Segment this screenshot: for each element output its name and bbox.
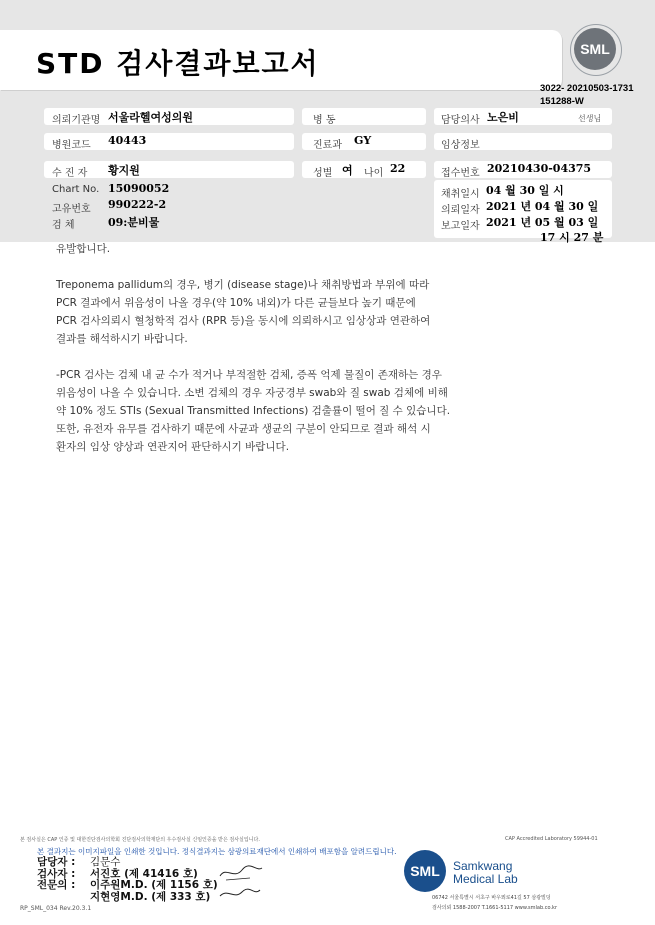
sml-logo: SML [574,28,616,70]
report-value: 2021 년 05 월 03 일 [486,216,599,229]
document-sub-id: 151288-W [540,96,584,107]
body-line: PCR 검사의뢰시 혈청학적 검사 (RPR 등)을 동시에 의뢰하시고 임상상과 연관하여 [56,315,431,327]
specialist-label: 전문의 : [37,879,76,891]
doctor-label: 담당의사 [441,115,480,126]
receipt-value: 20210430-04375 [487,162,592,175]
body-line: 환자의 임상 양상과 연관지어 판단하시기 바랍니다. [56,441,290,453]
age-label: 나이 [364,168,384,179]
ward-label: 병 동 [313,115,336,126]
report-body [56,240,536,456]
specimen-value: 09:분비물 [108,216,160,229]
request-label: 의뢰일자 [441,205,480,216]
company-name [453,860,518,886]
report-label: 보고일자 [441,221,480,232]
institution-value: 서울라헬여성의원 [108,111,194,124]
doctor-value: 노은비 [487,111,519,124]
body-line: PCR 결과에서 위음성이 나올 경우(약 10% 내외)가 다른 균들보다 높기 때문에 [56,297,416,309]
patient-label: 수 진 자 [52,168,88,179]
chart-no-value: 15090052 [108,182,170,195]
specimen-label: 검 체 [52,220,75,231]
sex-value: 여 [342,164,353,177]
body-line: 또한, 유전자 유무를 검사하기 때문에 사균과 생균의 구분이 안되므로 결과 해석 시 [56,423,431,435]
unique-no-value: 990222-2 [108,198,167,211]
cap-label: CAP Accredited Laboratory 59944-01 [505,836,598,842]
department-value: GY [354,134,372,147]
document-id: 3022- 20210503-1731 [540,83,634,94]
collect-label: 채취일시 [441,189,480,200]
department-label: 진료과 [313,140,342,151]
collect-value: 04 월 30 일 시 [486,184,564,197]
hospital-code-value: 40443 [108,134,147,147]
paragraph-gap [56,258,536,276]
request-value: 2021 년 04 월 30 일 [486,200,599,213]
samkwang-logo: SML [404,850,446,892]
paragraph-gap [56,348,536,366]
form-id: RP_SML_034 Rev.20.3.1 [20,905,92,912]
inspector-name: 서진호 (제 41416 호) [90,868,198,880]
image-notice: 본 결과지는 이미지파일을 인쇄한 것입니다. 정식결과지는 삼광의료재단에서 인쇄하여 배포함을 알려드립니다. [37,847,397,856]
company-contact: 검사의뢰 1588-2007 T.1661-5117 www.smlab.co.kr [432,905,557,911]
inspector-label: 검사자 : [37,868,76,880]
specialist-1: 이주원M.D. (제 1156 호) [90,879,218,891]
patient-value: 황지원 [108,164,140,177]
body-line: 결과를 해석하시기 바랍니다. [56,333,188,345]
doctor-suffix: 선생님 [578,114,602,123]
institution-label: 의뢰기관명 [52,115,101,126]
chart-no-label: Chart No. [52,184,100,195]
company-line-1: Samkwang [453,859,513,873]
company-address: 06742 서울특별시 서초구 바우뫼로41길 57 삼광빌딩 [432,895,551,901]
manager-label: 담당자 : [37,856,76,868]
clinical-label: 임상정보 [441,140,480,151]
company-line-2: Medical Lab [453,872,518,886]
body-line: 위음성이 나올 수 있습니다. 소변 검체의 경우 자궁경부 swab와 질 swab 검체에 비해 [56,387,448,399]
receipt-label: 접수번호 [441,168,480,179]
age-value: 22 [390,162,406,175]
body-line: Treponema pallidum의 경우, 병기 (disease stage)나 채취방법과 부위에 따라 [56,279,430,291]
body-line: 약 10% 정도 STIs (Sexual Transmitted Infections) 검출률이 떨어 질 수 있습니다. [56,405,451,417]
accreditation-note: 본 검사실은 CAP 인증 및 대한진단검사의학회 진단검사의학재단의 우수검사실 신임인증을 받은 검사실입니다. [20,837,260,843]
signature-marks [216,862,266,902]
hospital-code-label: 병원코드 [52,140,91,151]
specialist-2: 지현영M.D. (제 333 호) [90,891,211,903]
sex-label: 성별 [313,168,333,179]
body-line: 유발합니다. [56,243,111,255]
manager-name: 김문수 [90,856,121,868]
report-title: STD 검사결과보고서 [36,47,320,80]
report-time: 17 시 27 분 [540,231,604,244]
body-line: -PCR 검사는 검체 내 균 수가 적거나 부적절한 검체, 증폭 억제 물질이 존재하는 경우 [56,369,442,381]
unique-no-label: 고유번호 [52,204,91,215]
